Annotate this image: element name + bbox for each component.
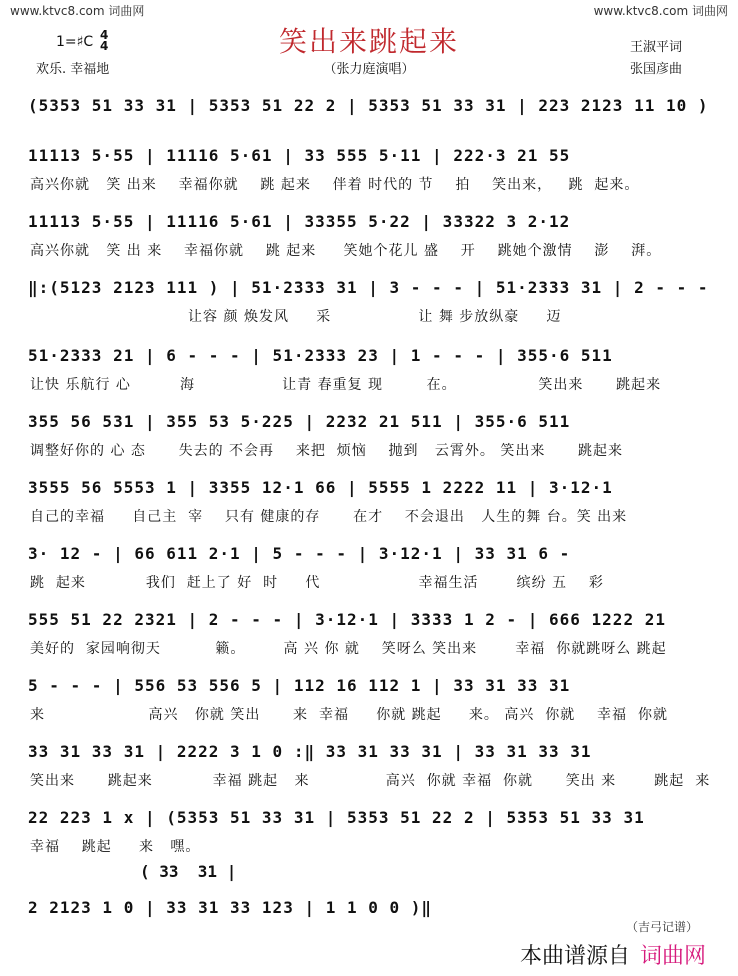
singer: （张力庭演唱） — [323, 62, 415, 77]
score-line-5 — [0, 330, 738, 398]
notation: 355 56 531 | 355 53 5·225 | 2232 21 511 | 355·6 511 — [28, 412, 571, 431]
notation: 11113 5·55 | 11116 5·61 | 33355 5·22 | 33322 3 2·12 — [28, 212, 571, 231]
lyrics: 自己的幸福 自己主 宰 只有 健康的存 在才 不会退出 人生的舞 台。笑 出来 — [30, 509, 628, 525]
watermark-left: www.ktvc8.com 词曲网 — [10, 4, 145, 18]
footer-source: 本曲谱源自 — [519, 944, 630, 969]
lyrics: 幸福 跳起 来 嘿。 — [30, 839, 201, 855]
song-title: 笑出来跳起来 — [278, 25, 459, 58]
notation: 3· 12 - | 66 611 2·1 | 5 - - - | 3·12·1 | 33 31 6 - — [28, 544, 571, 563]
time-signature — [100, 30, 108, 52]
score-line-10 — [0, 660, 738, 728]
lyricist: 王淑平词 — [630, 40, 683, 55]
footer — [520, 939, 706, 970]
time-signature-bottom: 4 — [100, 39, 109, 53]
notation: 11113 5·55 | 11116 5·61 | 33 555 5·11 | 222·3 21 55 — [28, 146, 571, 165]
notation: 22 223 1 x | (5353 51 33 31 | 5353 51 22 2 | 5353 51 33 31 — [28, 808, 645, 827]
score-line-11 — [0, 726, 738, 794]
lyrics: 高兴你就 笑 出 来 幸福你就 跳 起来 笑她个花儿 盛 开 跳她个激情 澎 湃。 — [30, 243, 662, 259]
footer-brand[interactable]: 词曲网 — [639, 944, 706, 969]
score-line-9 — [0, 594, 738, 662]
notation: (5353 51 33 31 | 5353 51 22 2 | 5353 51 33 31 | 223 2123 11 10 ) — [28, 96, 709, 115]
transcriber-credit: （吉弓记谱） — [625, 920, 698, 934]
lyrics: 笑出来 跳起来 幸福 跳起 来 高兴 你就 幸福 你就 笑出 来 跳起 来 — [30, 773, 711, 789]
lyrics: 让快 乐航行 心 海 让青 春重复 现 在。 笑出来 跳起来 — [30, 377, 662, 393]
score-line-12 — [0, 792, 738, 860]
score-line-2 — [0, 130, 738, 198]
notation: 51·2333 21 | 6 - - - | 51·2333 23 | 1 - - - | 355·6 511 — [28, 346, 613, 365]
lyrics: 高兴你就 笑 出来 幸福你就 跳 起来 伴着 时代的 节 拍 笑出来， 跳 起来。 — [30, 177, 640, 193]
ossia-notation: ( 33 31 | — [140, 862, 237, 881]
watermark-right: www.ktvc8.com 词曲网 — [593, 4, 728, 18]
notation: 33 31 33 31 | 2222 3 1 0 :‖ 33 31 33 31 | 33 31 33 31 — [28, 742, 592, 761]
notation: 2 2123 1 0 | 33 31 33 123 | 1 1 0 0 )‖ — [28, 898, 433, 917]
lyrics: 来 高兴 你就 笑出 来 幸福 你就 跳起 来。 高兴 你就 幸福 你就 — [30, 707, 668, 723]
score-line-7 — [0, 462, 738, 530]
lyrics: 调整好你的 心 态 失去的 不会再 来把 烦恼 抛到 云霄外。 笑出来 跳起来 — [30, 443, 624, 459]
lyrics: 美好的 家园响彻天 籁。 高 兴 你 就 笑呀么 笑出来 幸福 你就跳呀么 跳起 — [30, 641, 667, 657]
score-line-8 — [0, 528, 738, 596]
notation: 5 - - - | 556 53 556 5 | 112 16 112 1 | 33 31 33 31 — [28, 676, 571, 695]
notation: ‖:(5123 2123 111 ) | 51·2333 31 | 3 - - - | 51·2333 31 | 2 - - - — [28, 278, 709, 297]
mood-marking: 欢乐. 幸福地 — [36, 62, 110, 77]
notation: 555 51 22 2321 | 2 - - - | 3·12·1 | 3333 1 2 - | 666 1222 21 — [28, 610, 666, 629]
lyrics: 让容 颜 焕发风 采 让 舞 步放纵豪 迈 — [30, 309, 562, 325]
key-signature: 1=♯C — [56, 34, 94, 50]
composer: 张国彦曲 — [630, 62, 683, 77]
score-line-6 — [0, 396, 738, 464]
lyrics: 跳 起来 我们 赶上了 好 时 代 幸福生活 缤纷 五 彩 — [30, 575, 604, 591]
notation: 3555 56 5553 1 | 3355 12·1 66 | 5555 1 2222 11 | 3·12·1 — [28, 478, 613, 497]
time-signature-top: 4 — [100, 28, 109, 42]
score-line-4 — [0, 262, 738, 330]
score-line-3 — [0, 196, 738, 264]
